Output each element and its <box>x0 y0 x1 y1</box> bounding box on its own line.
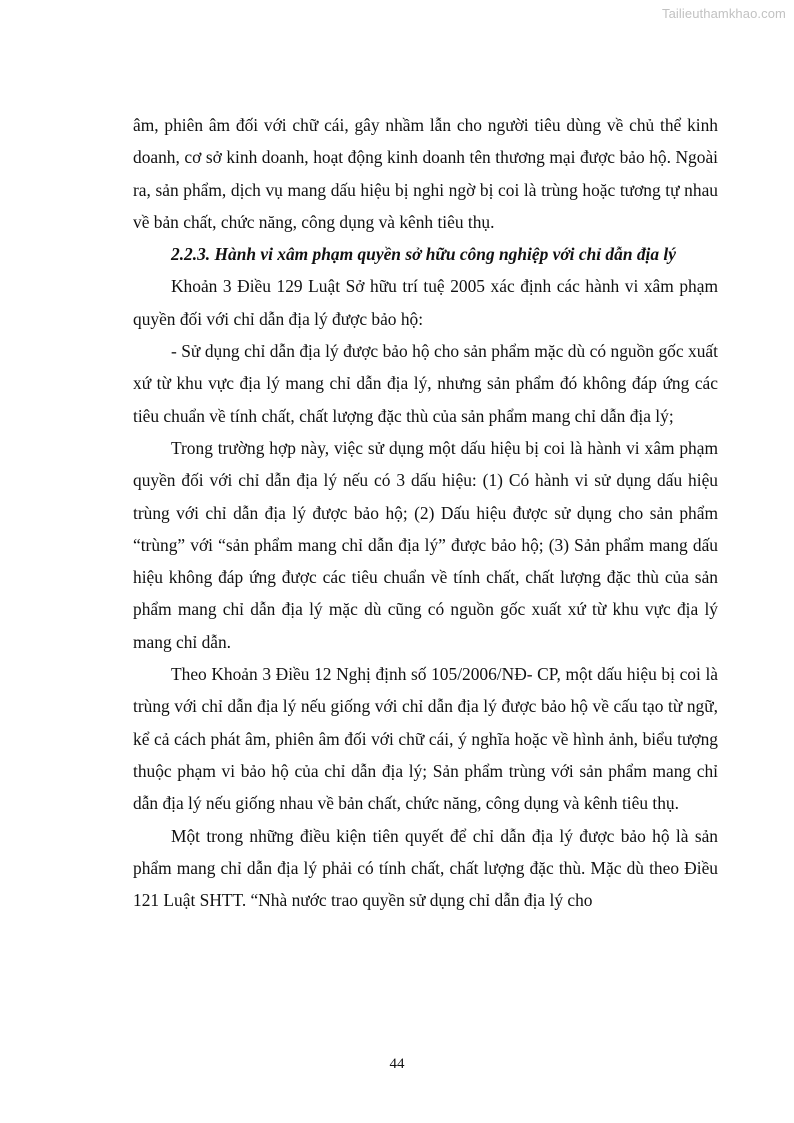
paragraph: Trong trường hợp này, việc sử dụng một dấu hiệu bị coi là hành vi xâm phạm quyền đối với chỉ dẫn địa lý nếu có 3 dấu hiệu: (1) Có hành vi sử dụng dấu hiệu trùng với chỉ dẫn địa lý được bảo hộ; (2) Dấu hiệu được sử dụng cho sản phẩm “trùng” với “sản phẩm mang chỉ dẫn địa lý” được bảo hộ; (3) Sản phẩm mang dấu hiệu không đáp ứng được các tiêu chuẩn về tính chất, chất lượng đặc thù của sản phẩm mang chỉ dẫn địa lý mặc dù cũng có nguồn gốc xuất xứ từ khu vực địa lý mang chỉ dẫn. <box>133 437 718 652</box>
paragraph-continuation: âm, phiên âm đối với chữ cái, gây nhầm lẫn cho người tiêu dùng về chủ thể kinh doanh, cơ sở kinh doanh, hoạt động kinh doanh tên thương mại được bảo hộ. Ngoài ra, sản phẩm, dịch vụ mang dấu hiệu bị nghi ngờ bị coi là trùng hoặc tương tự nhau về bản chất, chức năng, công dụng và kênh tiêu thụ. <box>133 115 718 232</box>
document-body <box>133 109 718 916</box>
section-heading: 2.2.3. Hành vi xâm phạm quyền sở hữu công nghiệp với chỉ dẫn địa lý <box>171 244 676 265</box>
paragraph: Một trong những điều kiện tiên quyết để chỉ dẫn địa lý được bảo hộ là sản phẩm mang chỉ dẫn địa lý phải có tính chất, chất lượng đặc thù. Mặc dù theo Điều 121 Luật SHTT. “Nhà nước trao quyền sử dụng chỉ dẫn địa lý cho <box>133 825 718 911</box>
page-number: 44 <box>389 1056 405 1072</box>
list-item: - Sử dụng chỉ dẫn địa lý được bảo hộ cho sản phẩm mặc dù có nguồn gốc xuất xứ từ khu vực địa lý mang chỉ dẫn địa lý, nhưng sản phẩm đó không đáp ứng các tiêu chuẩn về tính chất, chất lượng đặc thù của sản phẩm mang chỉ dẫn địa lý; <box>133 341 718 426</box>
paragraph: Theo Khoản 3 Điều 12 Nghị định số 105/2006/NĐ- CP, một dấu hiệu bị coi là trùng với chỉ dẫn địa lý nếu giống với chỉ dẫn địa lý được bảo hộ về cấu tạo từ ngữ, kể cả cách phát âm, phiên âm đối với chữ cái, ý nghĩa hoặc về hình ảnh, biểu tượng thuộc phạm vi bảo hộ của chỉ dẫn địa lý; Sản phẩm trùng với sản phẩm mang chỉ dẫn địa lý nếu giống nhau về bản chất, chức năng, công dụng và kênh tiêu thụ. <box>133 664 718 814</box>
paragraph: Khoản 3 Điều 129 Luật Sở hữu trí tuệ 2005 xác định các hành vi xâm phạm quyền đối với chỉ dẫn địa lý được bảo hộ: <box>133 276 718 329</box>
watermark: Tailieuthamkhao.com <box>661 6 786 21</box>
